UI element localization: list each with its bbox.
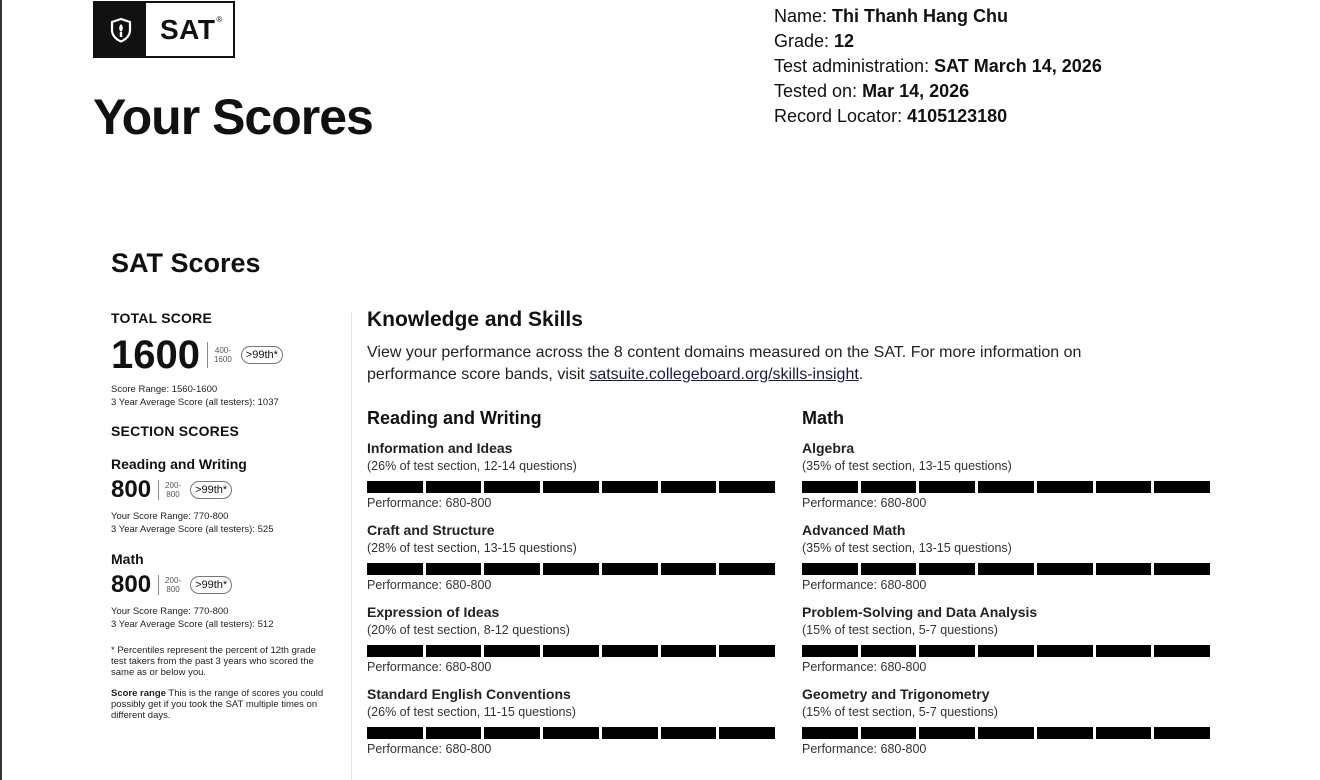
performance-bar-segment: [1096, 481, 1152, 493]
performance-bar: [802, 563, 1210, 575]
performance-bar: [802, 727, 1210, 739]
domain-performance: Performance: 680-800: [367, 660, 492, 674]
performance-bar-segment: [367, 481, 423, 493]
rw-percentile-badge: >99th*: [190, 481, 232, 499]
domain-detail: (15% of test section, 5-7 questions): [802, 623, 998, 637]
performance-bar-segment: [1037, 645, 1093, 657]
domain-item: [802, 685, 1212, 767]
page-edge: [0, 0, 2, 780]
math-percentile-badge: >99th*: [190, 576, 232, 594]
performance-bar-segment: [1037, 563, 1093, 575]
domain-performance: Performance: 680-800: [367, 742, 492, 756]
domain-item: [367, 603, 777, 685]
record-locator: 4105123180: [907, 106, 1008, 126]
performance-bar-segment: [861, 645, 917, 657]
math-domain-list: [802, 439, 1212, 767]
domain-item: [802, 603, 1212, 685]
performance-bar-segment: [978, 645, 1034, 657]
score-range-note: Score range This is the range of scores you could possibly get if you took the SAT multiple times on different days.: [111, 688, 324, 721]
knowledge-skills-title: Knowledge and Skills: [367, 308, 583, 331]
performance-bar-segment: [919, 481, 975, 493]
performance-bar-segment: [602, 727, 658, 739]
domain-detail: (26% of test section, 12-14 questions): [367, 459, 577, 473]
domain-name: Craft and Structure: [367, 522, 495, 538]
domain-item: [367, 685, 777, 767]
performance-bar-segment: [426, 481, 482, 493]
performance-bar-segment: [719, 563, 775, 575]
domain-detail: (35% of test section, 13-15 questions): [802, 459, 1012, 473]
performance-bar-segment: [426, 563, 482, 575]
total-percentile-badge: >99th*: [241, 346, 283, 364]
sat-logo: [93, 1, 235, 58]
performance-bar-segment: [602, 645, 658, 657]
performance-bar-segment: [1154, 727, 1210, 739]
knowledge-skills-description: View your performance across the 8 content domains measured on the SAT. For more information on performance score bands, visit satsuite.collegeboard.org/skills-insight.: [367, 344, 1082, 383]
performance-bar-segment: [978, 727, 1034, 739]
tested-on-row: Tested on: Mar 14, 2026: [774, 81, 970, 101]
total-score-range: Score Range: 1560-1600: [111, 384, 218, 395]
performance-bar: [367, 727, 775, 739]
performance-bar-segment: [367, 563, 423, 575]
performance-bar-segment: [1154, 563, 1210, 575]
domain-performance: Performance: 680-800: [802, 496, 927, 510]
math-score-range: Your Score Range: 770-800: [111, 606, 229, 617]
domain-performance: Performance: 680-800: [367, 578, 492, 592]
student-info: [774, 4, 1102, 129]
rw-score-title: Reading and Writing: [111, 456, 247, 472]
performance-bar-segment: [719, 645, 775, 657]
performance-bar-segment: [367, 645, 423, 657]
domain-item: [367, 521, 777, 603]
domain-detail: (20% of test section, 8-12 questions): [367, 623, 570, 637]
performance-bar-segment: [861, 563, 917, 575]
score-summary: [111, 310, 341, 721]
performance-bar-segment: [1096, 563, 1152, 575]
domain-detail: (26% of test section, 11-15 questions): [367, 705, 576, 719]
total-score-line: [111, 335, 341, 375]
performance-bar-segment: [1154, 481, 1210, 493]
rw-domain-list: [367, 439, 777, 767]
performance-bar-segment: [484, 645, 540, 657]
domain-performance: Performance: 680-800: [802, 578, 927, 592]
domain-detail: (35% of test section, 13-15 questions): [802, 541, 1012, 555]
rw-average: 3 Year Average Score (all testers): 525: [111, 524, 274, 535]
domain-performance: Performance: 680-800: [802, 742, 927, 756]
performance-bar-segment: [978, 563, 1034, 575]
performance-bar-segment: [661, 727, 717, 739]
performance-bar-segment: [919, 563, 975, 575]
student-grade: 12: [834, 31, 855, 51]
math-domains: [802, 408, 1212, 767]
skills-insight-link[interactable]: satsuite.collegeboard.org/skills-insight: [589, 366, 859, 383]
performance-bar-segment: [978, 481, 1034, 493]
performance-bar-segment: [802, 563, 858, 575]
performance-bar-segment: [802, 645, 858, 657]
total-score: 1600: [111, 333, 200, 377]
domain-performance: Performance: 680-800: [802, 660, 927, 674]
performance-bar-segment: [861, 481, 917, 493]
performance-bar-segment: [602, 563, 658, 575]
performance-bar-segment: [484, 481, 540, 493]
total-scale: 400- 1600: [213, 346, 232, 364]
performance-bar-segment: [802, 727, 858, 739]
performance-bar-segment: [426, 727, 482, 739]
student-grade-row: Grade: 12: [774, 31, 855, 51]
performance-bar: [367, 645, 775, 657]
logo-text: SAT ®: [160, 13, 223, 45]
performance-bar: [802, 645, 1210, 657]
performance-bar-segment: [543, 645, 599, 657]
rw-score: 800: [111, 476, 152, 503]
total-average: 3 Year Average Score (all testers): 1037: [111, 397, 279, 408]
performance-bar: [802, 481, 1210, 493]
logo-trademark: ®: [216, 15, 223, 24]
performance-bar-segment: [426, 645, 482, 657]
math-score: 800: [111, 571, 152, 598]
math-score-line: [111, 573, 341, 597]
performance-bar-segment: [1037, 727, 1093, 739]
performance-bar-segment: [661, 481, 717, 493]
domain-item: [802, 439, 1212, 521]
domain-name: Advanced Math: [802, 522, 906, 538]
page-title: Your Scores: [93, 89, 373, 145]
domain-name: Expression of Ideas: [367, 604, 500, 620]
rw-score-range: Your Score Range: 770-800: [111, 511, 229, 522]
domain-name: Information and Ideas: [367, 440, 513, 456]
test-admin: SAT March 14, 2026: [934, 56, 1102, 76]
section-scores-caption: SECTION SCORES: [111, 423, 240, 439]
performance-bar-segment: [802, 481, 858, 493]
student-name-row: Name: Thi Thanh Hang Chu: [774, 6, 1009, 26]
domain-name: Algebra: [802, 440, 855, 456]
domain-detail: (15% of test section, 5-7 questions): [802, 705, 998, 719]
rw-domains-heading: Reading and Writing: [367, 408, 542, 428]
sat-scores-heading: SAT Scores: [111, 248, 261, 278]
rw-score-line: [111, 478, 341, 502]
performance-bar-segment: [367, 727, 423, 739]
performance-bar-segment: [1096, 645, 1152, 657]
domain-name: Standard English Conventions: [367, 686, 571, 702]
performance-bar-segment: [484, 563, 540, 575]
performance-bar-segment: [919, 645, 975, 657]
rw-domains: [367, 408, 777, 767]
domain-item: [802, 521, 1212, 603]
shield-torch-icon: [95, 3, 146, 56]
performance-bar-segment: [719, 481, 775, 493]
total-score-caption: TOTAL SCORE: [111, 310, 212, 326]
performance-bar-segment: [543, 481, 599, 493]
domain-detail: (28% of test section, 13-15 questions): [367, 541, 577, 555]
percentile-note: * Percentiles represent the percent of 12th grade test takers from the past 3 years who scored the same as or below you.: [111, 645, 316, 678]
math-score-title: Math: [111, 551, 144, 567]
performance-bar-segment: [1154, 645, 1210, 657]
performance-bar-segment: [919, 727, 975, 739]
performance-bar-segment: [861, 727, 917, 739]
record-locator-row: Record Locator: 4105123180: [774, 106, 1008, 126]
performance-bar-segment: [719, 727, 775, 739]
test-admin-row: Test administration: SAT March 14, 2026: [774, 56, 1102, 76]
math-average: 3 Year Average Score (all testers): 512: [111, 619, 274, 630]
performance-bar: [367, 481, 775, 493]
domain-name: Geometry and Trigonometry: [802, 686, 990, 702]
performance-bar-segment: [484, 727, 540, 739]
rw-scale: 200- 800: [165, 481, 182, 499]
performance-bar-segment: [661, 563, 717, 575]
column-divider: [351, 312, 352, 780]
divider: [158, 480, 159, 500]
tested-on: Mar 14, 2026: [862, 81, 970, 101]
performance-bar-segment: [602, 481, 658, 493]
domain-item: [367, 439, 777, 521]
performance-bar-segment: [543, 563, 599, 575]
domain-name: Problem-Solving and Data Analysis: [802, 604, 1038, 620]
math-domains-heading: Math: [802, 408, 844, 428]
performance-bar-segment: [1037, 481, 1093, 493]
domain-performance: Performance: 680-800: [367, 496, 492, 510]
performance-bar: [367, 563, 775, 575]
divider: [207, 342, 208, 368]
performance-bar-segment: [661, 645, 717, 657]
student-name: Thi Thanh Hang Chu: [832, 6, 1009, 26]
divider: [158, 575, 159, 595]
performance-bar-segment: [1096, 727, 1152, 739]
performance-bar-segment: [543, 727, 599, 739]
math-scale: 200- 800: [165, 576, 182, 594]
